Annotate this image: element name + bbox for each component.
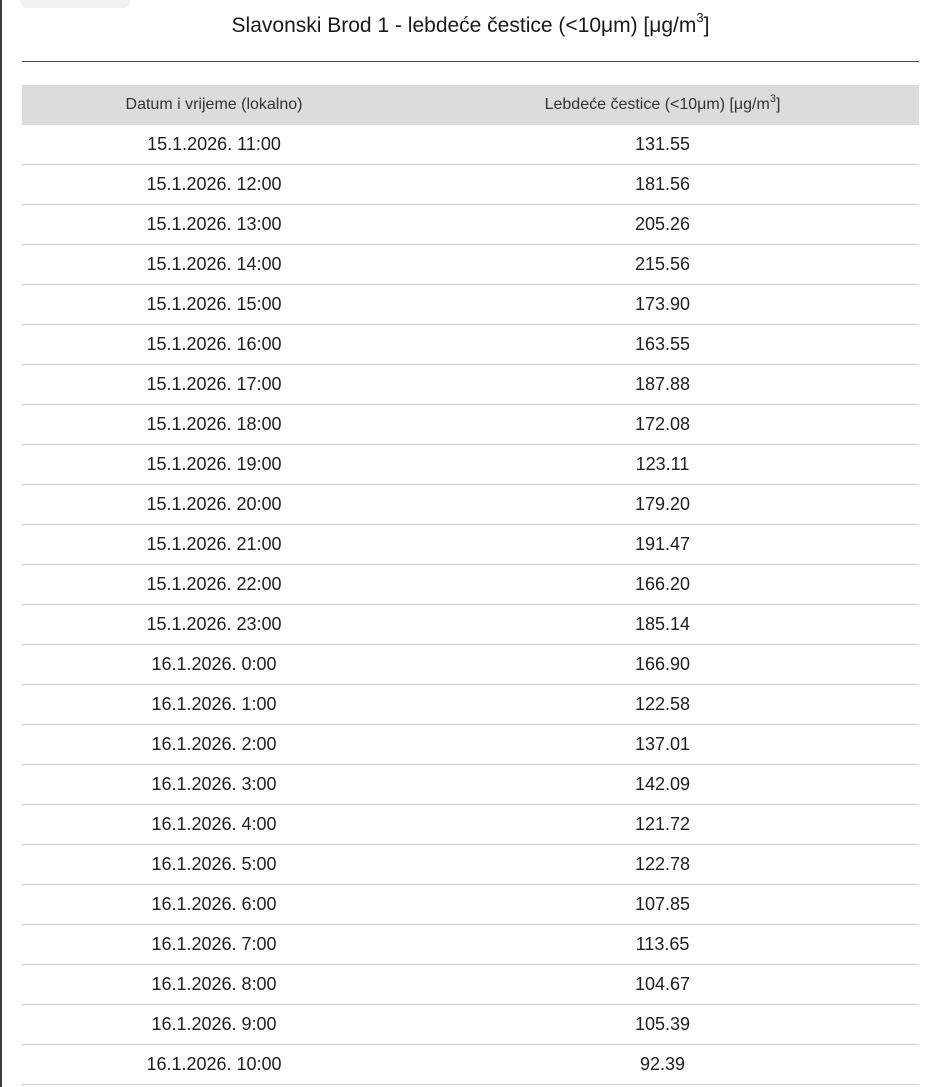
cell-value: 173.90 — [406, 285, 919, 325]
cell-value: 179.20 — [406, 485, 919, 525]
cell-datetime: 15.1.2026. 23:00 — [22, 605, 406, 645]
cell-value: 104.67 — [406, 965, 919, 1005]
cell-value: 113.65 — [406, 925, 919, 965]
cell-datetime: 15.1.2026. 14:00 — [22, 245, 406, 285]
table-row — [22, 285, 919, 325]
table-row — [22, 365, 919, 405]
page-title-tail: ] — [703, 14, 710, 37]
table-row — [22, 165, 919, 205]
cell-value: 181.56 — [406, 165, 919, 205]
cell-value: 185.14 — [406, 605, 919, 645]
table-row — [22, 405, 919, 445]
cell-datetime: 15.1.2026. 21:00 — [22, 525, 406, 565]
column-header-datetime: Datum i vrijeme (lokalno) — [22, 85, 406, 125]
column-header-value — [406, 85, 919, 125]
page-title — [22, 0, 919, 52]
cell-value: 137.01 — [406, 725, 919, 765]
table-row — [22, 725, 919, 765]
table-row — [22, 1045, 919, 1085]
cell-datetime: 15.1.2026. 17:00 — [22, 365, 406, 405]
column-header-value-tail: ] — [775, 96, 781, 113]
table-row — [22, 805, 919, 845]
cell-value: 187.88 — [406, 365, 919, 405]
header-row — [22, 85, 919, 125]
cell-value: 166.90 — [406, 645, 919, 685]
table-row — [22, 1005, 919, 1045]
cell-datetime: 16.1.2026. 1:00 — [22, 685, 406, 725]
cell-value: 123.11 — [406, 445, 919, 485]
cell-datetime: 15.1.2026. 13:00 — [22, 205, 406, 245]
cell-value: 205.26 — [406, 205, 919, 245]
title-divider — [22, 61, 919, 62]
cell-datetime: 16.1.2026. 10:00 — [22, 1045, 406, 1085]
cell-datetime: 16.1.2026. 0:00 — [22, 645, 406, 685]
table-row — [22, 245, 919, 285]
column-header-value-superscript: 3 — [769, 92, 776, 105]
cell-value: 172.08 — [406, 405, 919, 445]
cell-datetime: 16.1.2026. 5:00 — [22, 845, 406, 885]
cell-value: 215.56 — [406, 245, 919, 285]
measurements-table — [22, 85, 919, 1085]
cell-value: 191.47 — [406, 525, 919, 565]
table-header — [22, 85, 919, 125]
table-row — [22, 445, 919, 485]
cell-datetime: 16.1.2026. 7:00 — [22, 925, 406, 965]
cell-datetime: 16.1.2026. 4:00 — [22, 805, 406, 845]
cell-datetime: 15.1.2026. 18:00 — [22, 405, 406, 445]
cell-datetime: 16.1.2026. 3:00 — [22, 765, 406, 805]
cell-value: 121.72 — [406, 805, 919, 845]
table-row — [22, 565, 919, 605]
table-row — [22, 845, 919, 885]
cell-value: 163.55 — [406, 325, 919, 365]
cell-value: 105.39 — [406, 1005, 919, 1045]
table-row — [22, 125, 919, 165]
table-row — [22, 765, 919, 805]
table-row — [22, 325, 919, 365]
column-header-value-text: Lebdeće čestice (<10μm) [μg/m — [544, 96, 770, 113]
table-row — [22, 885, 919, 925]
cell-datetime: 15.1.2026. 11:00 — [22, 125, 406, 165]
table-row — [22, 525, 919, 565]
cell-datetime: 16.1.2026. 9:00 — [22, 1005, 406, 1045]
table-row — [22, 645, 919, 685]
table-row — [22, 485, 919, 525]
cell-value: 107.85 — [406, 885, 919, 925]
cell-datetime: 15.1.2026. 22:00 — [22, 565, 406, 605]
cell-datetime: 15.1.2026. 12:00 — [22, 165, 406, 205]
page-title-text: Slavonski Brod 1 - lebdeće čestice (<10μm) [μg/m — [231, 14, 697, 37]
cell-value: 92.39 — [406, 1045, 919, 1085]
cell-datetime: 15.1.2026. 16:00 — [22, 325, 406, 365]
window-left-border — [0, 0, 2, 1087]
table-row — [22, 925, 919, 965]
cell-value: 166.20 — [406, 565, 919, 605]
table-row — [22, 605, 919, 645]
cell-datetime: 15.1.2026. 20:00 — [22, 485, 406, 525]
cell-datetime: 16.1.2026. 8:00 — [22, 965, 406, 1005]
cell-datetime: 16.1.2026. 2:00 — [22, 725, 406, 765]
cell-value: 122.78 — [406, 845, 919, 885]
page-title-superscript: 3 — [696, 10, 704, 25]
cell-datetime: 15.1.2026. 19:00 — [22, 445, 406, 485]
cell-value: 142.09 — [406, 765, 919, 805]
table-row — [22, 685, 919, 725]
table-body — [22, 125, 919, 1085]
cell-value: 131.55 — [406, 125, 919, 165]
table-row — [22, 965, 919, 1005]
cell-datetime: 15.1.2026. 15:00 — [22, 285, 406, 325]
table-row — [22, 205, 919, 245]
cell-value: 122.58 — [406, 685, 919, 725]
cell-datetime: 16.1.2026. 6:00 — [22, 885, 406, 925]
